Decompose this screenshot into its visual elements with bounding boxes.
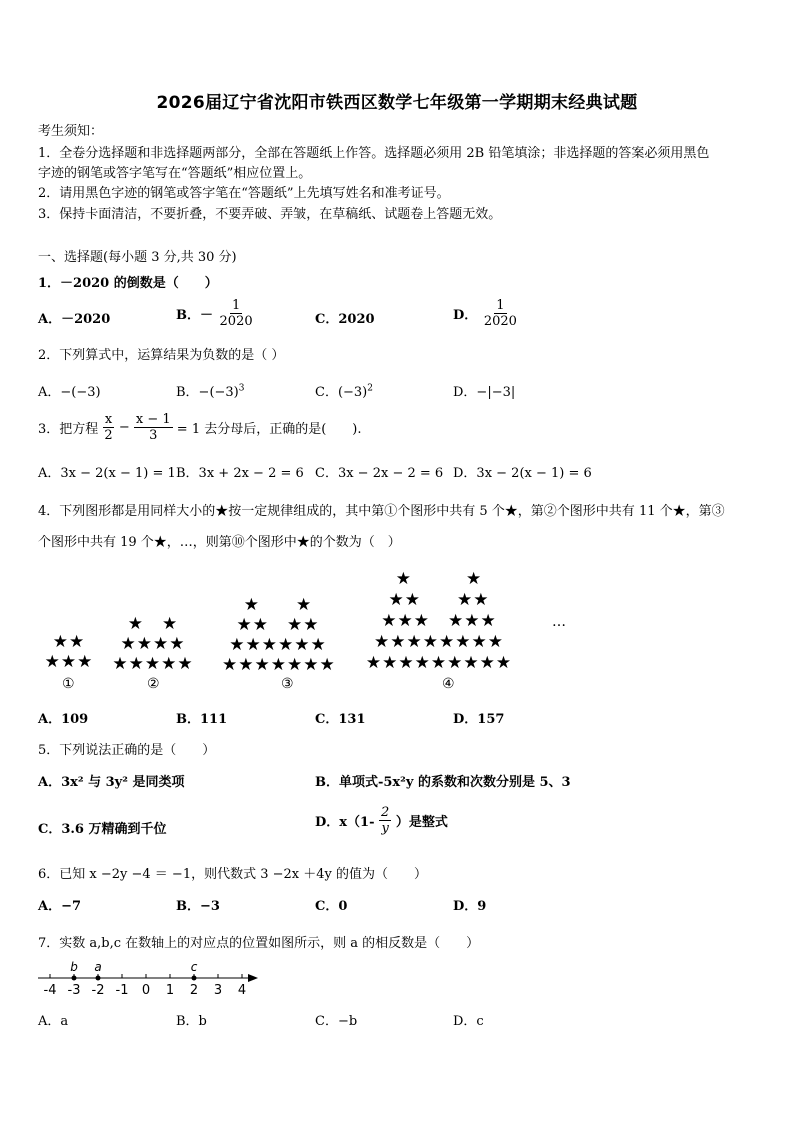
star-row: ★★ ★★: [388, 590, 490, 610]
q3-option-c: C．3x − 2x − 2 = 6: [315, 466, 444, 481]
figure-label-1: ①: [62, 676, 75, 692]
point-label-b: b: [70, 960, 78, 974]
star-row: ★★★ ★★★: [381, 611, 497, 631]
q4-option-a: A．109: [38, 712, 89, 727]
q6-option-c: C．0: [315, 899, 348, 914]
star-row: ★★★: [44, 652, 94, 672]
figure-label-3: ③: [281, 676, 294, 692]
point-label-c: c: [190, 960, 198, 974]
point-b: [72, 976, 77, 981]
tick-label: -1: [115, 983, 129, 998]
page-title: 2026届辽宁省沈阳市铁西区数学七年级第一学期期末经典试题: [156, 93, 638, 113]
q7-option-c: C．−b: [315, 1014, 358, 1029]
notice-item-2: 2．请用黑色字迹的钢笔或答字笔在“答题纸”上先填写姓名和准考证号。: [38, 186, 450, 201]
q7-option-d: D．c: [453, 1014, 484, 1029]
q4-stem-line2: 个图形中共有 19 个★，…，则第⑩个图形中★的个数为（ ）: [38, 535, 401, 550]
q6-option-d: D．9: [453, 899, 487, 914]
q4-option-b: B．111: [176, 712, 228, 727]
q6-option-b: B．−3: [176, 899, 220, 914]
star-row: ★★★★★★★★: [374, 632, 504, 652]
star-row: ★ ★: [243, 595, 313, 615]
star-row: ★★★★★: [112, 654, 194, 674]
q2-option-a: A．−(−3): [38, 385, 101, 400]
q5-option-a: A．3x² 与 3y² 是同类项: [38, 775, 185, 790]
q3-stem: 3．把方程 $\frac{x}{2}$ − $\frac{x - 1}{3}$ = 1 去分母后，正确的是( ).: [38, 412, 362, 443]
star-row: ★★★★★★★: [222, 655, 336, 675]
tick-label: 1: [165, 983, 175, 998]
q2-option-d: D．−|−3|: [453, 385, 516, 400]
star-row: ★ ★: [127, 614, 179, 634]
notice-item-1-cont: 字迹的钢笔或答字笔写在“答题纸”相应位置上。: [38, 166, 312, 181]
star-row: ★★★★★★: [229, 635, 327, 655]
q1-stem: 1．－2020 的倒数是（ ）: [38, 276, 218, 291]
tick-label: 0: [141, 983, 151, 998]
figure-label-2: ②: [147, 676, 160, 692]
number-line: [34, 958, 264, 1000]
q5-option-b: B．单项式-5x²y 的系数和次数分别是 5、3: [315, 775, 571, 790]
notice-heading: 考生须知：: [38, 124, 104, 139]
star-row: ★★★★: [120, 634, 186, 654]
q3-option-b: B．3x + 2x − 2 = 6: [176, 466, 304, 481]
q1-option-a: A．－2020: [38, 312, 111, 327]
q6-stem: 6．已知 x −2y −4 ＝ −1，则代数式 3 −2x ＋4y 的值为（ ）: [38, 867, 428, 882]
q4-option-d: D．157: [453, 712, 505, 727]
q2-stem: 2．下列算式中，运算结果为负数的是（ ）: [38, 348, 285, 363]
star-row: ★★ ★★: [236, 615, 320, 635]
q2-option-c: C．$(-3)^2$: [315, 383, 373, 400]
figure-ellipsis: …: [552, 614, 566, 630]
point-c: [192, 976, 197, 981]
q1-option-b: B．－ $\frac{1}{2020}$: [176, 298, 253, 329]
point-label-a: a: [94, 960, 102, 974]
tick-label: 4: [237, 983, 247, 998]
tick-label: 2: [189, 983, 199, 998]
notice-item-1: 1．全卷分选择题和非选择题两部分，全部在答题纸上作答。选择题必须用 2B 铅笔填涂；非选择题的答案必须用黑色: [38, 146, 710, 161]
star-row: ★ ★: [395, 569, 483, 589]
q5-option-c: C．3.6 万精确到千位: [38, 822, 167, 837]
q7-stem: 7．实数 a,b,c 在数轴上的对应点的位置如图所示，则 a 的相反数是（ ）: [38, 936, 480, 951]
q2-option-b: B．$-(-3)^3$: [176, 383, 245, 400]
section-heading: 一、选择题(每小题 3 分,共 30 分): [38, 250, 237, 265]
q6-option-a: A．−7: [38, 899, 82, 914]
tick-label: 3: [213, 983, 223, 998]
q5-stem: 5．下列说法正确的是（ ）: [38, 743, 216, 758]
q4-option-c: C．131: [315, 712, 366, 727]
q7-option-b: B．b: [176, 1014, 207, 1029]
tick-label: -4: [43, 983, 57, 998]
figure-label-4: ④: [442, 676, 455, 692]
q1-option-c: C．2020: [315, 312, 375, 327]
q7-option-a: A．a: [38, 1014, 69, 1029]
tick-label: -2: [91, 983, 105, 998]
notice-item-3: 3．保持卡面清洁，不要折叠，不要弄破、弄皱，在草稿纸、试题卷上答题无效。: [38, 207, 502, 222]
q4-stem-line1: 4．下列图形都是用同样大小的★按一定规律组成的，其中第①个图形中共有 5 个★，第②个图形中共有 11 个★，第③: [38, 504, 725, 519]
tick-label: -3: [67, 983, 81, 998]
arrow-icon: [248, 974, 258, 982]
star-row: ★★: [52, 632, 86, 652]
star-row: ★★★★★★★★★: [365, 653, 513, 673]
q3-option-d: D．3x − 2(x − 1) = 6: [453, 466, 592, 481]
q3-option-a: A．3x − 2(x − 1) = 1: [38, 466, 176, 481]
q5-option-d: D．x（1- $\frac{2}{y}$ ）是整式: [315, 805, 448, 836]
q1-option-d: D． $\frac{1}{2020}$: [453, 298, 517, 329]
point-a: [96, 976, 101, 981]
